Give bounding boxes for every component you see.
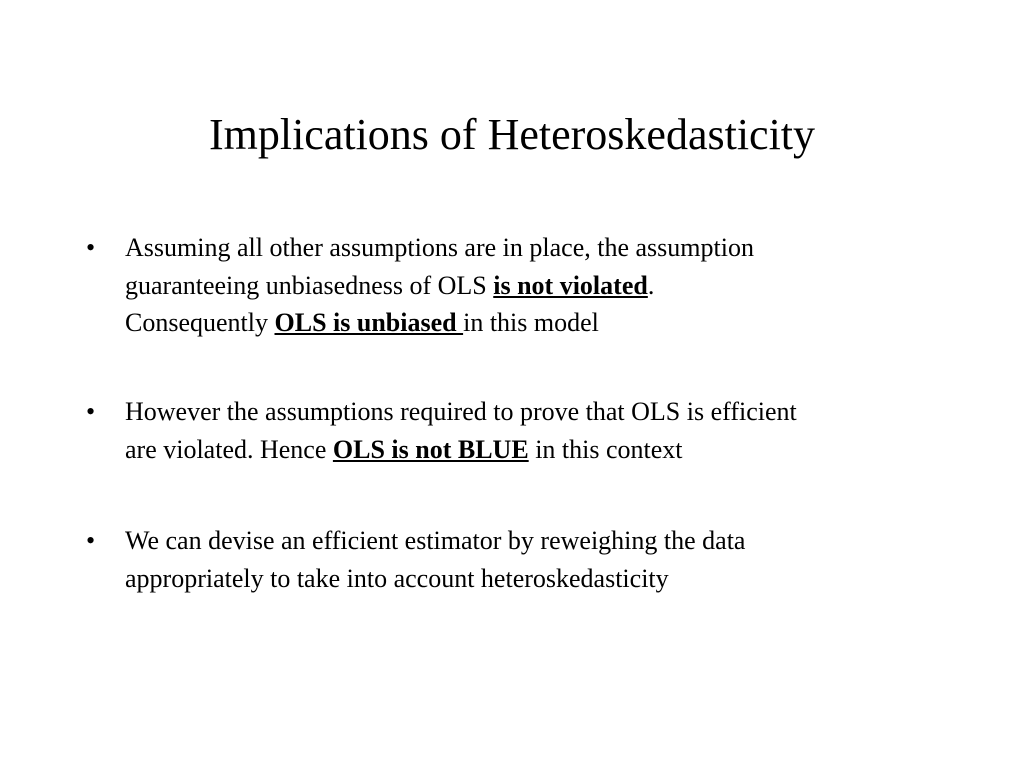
- bullet-icon: •: [86, 397, 96, 426]
- bullet-line: Assuming all other assumptions are in place, the assumption: [125, 233, 754, 262]
- bullet-line: guaranteeing unbiasedness of OLS is not violated.: [125, 270, 655, 300]
- bullet-line: We can devise an efficient estimator by reweighing the data: [125, 526, 746, 555]
- bullet-text: [125, 229, 955, 342]
- bullet-line: appropriately to take into account heteroskedasticity: [125, 563, 669, 593]
- emphasis-not-blue: OLS is not BLUE: [332, 434, 529, 464]
- bullet-text: [125, 393, 955, 468]
- bullet-icon: •: [86, 526, 96, 555]
- bullet-line: are violated. Hence OLS is not BLUE in this context: [125, 434, 683, 464]
- bullet-icon: •: [86, 233, 96, 262]
- emphasis-not-violated: is not violated: [493, 270, 648, 300]
- bullet-text: [125, 522, 955, 597]
- bullet-line: However the assumptions required to prove that OLS is efficient: [125, 397, 797, 426]
- slide-title: Implications of Heteroskedasticity: [208, 110, 816, 159]
- emphasis-ols-unbiased: OLS is unbiased: [274, 308, 464, 337]
- bullet-line: Consequently OLS is unbiased in this model: [125, 308, 599, 337]
